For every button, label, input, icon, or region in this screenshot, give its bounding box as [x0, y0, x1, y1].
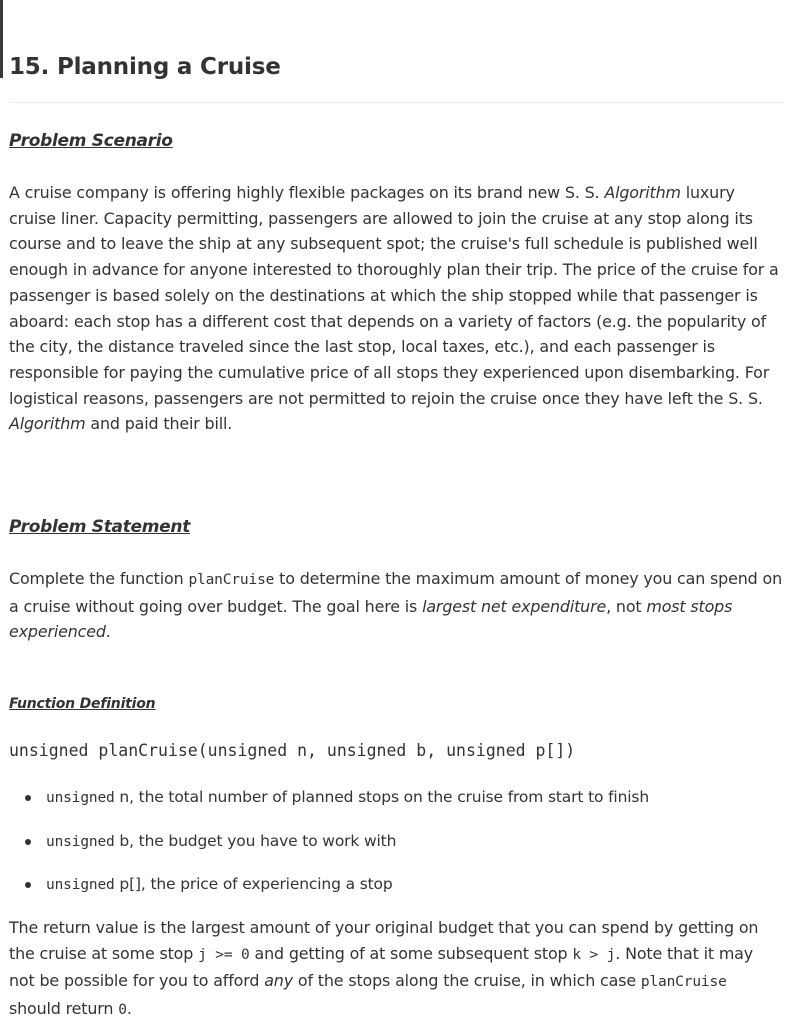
param-type: unsigned: [46, 790, 115, 806]
inline-code-plancruise: planCruise: [640, 974, 727, 991]
param-description: , the budget you have to work with: [129, 831, 397, 850]
param-description: , the price of experiencing a stop: [140, 875, 393, 893]
param-name: b: [114, 831, 130, 850]
param-name: n: [114, 788, 130, 806]
scenario-heading: Problem Scenario: [9, 131, 173, 151]
statement-emphasis-expenditure: largest net expenditure: [422, 596, 607, 616]
param-description: , the total number of planned stops on the cruise from start to finish: [129, 788, 650, 806]
bullet-icon: [25, 882, 31, 888]
statement-heading: Problem Statement: [9, 517, 191, 537]
function-signature: unsigned planCruise(unsigned n, unsigned b, unsigned p[]): [9, 741, 576, 760]
inline-code-zero: 0: [118, 1002, 127, 1019]
page-title: 15. Planning a Cruise: [9, 54, 281, 80]
parameter-item-p: [9, 873, 649, 917]
scenario-emphasis-algorithm-2: Algorithm: [9, 414, 86, 434]
statement-paragraph: Complete the function planCruise to determine the maximum amount of money you can spend on a cruise without going over budget. The goal here is largest net expenditure, not most stops experienced.: [9, 569, 782, 642]
inline-code-j-condition: j >= 0: [198, 946, 250, 963]
param-type: unsigned: [46, 877, 115, 893]
title-divider: [9, 102, 784, 103]
scenario-emphasis-algorithm-1: Algorithm: [604, 183, 681, 202]
left-margin-bar: [0, 0, 3, 78]
param-name: p[]: [114, 875, 141, 893]
inline-code-k-condition: k > j: [572, 946, 616, 963]
return-value-paragraph: The return value is the largest amount of your original budget that you can spend by getting on the cruise at some stop j >= 0 and getting of at some subsequent stop k > j. Note that it may not be possible for you to afford any of the stops along the cruise, in which case planCruise should return 0.: [9, 918, 759, 1019]
parameter-list: [9, 786, 649, 917]
parameter-item-n: [9, 786, 649, 830]
function-definition-heading: Function Definition: [9, 696, 156, 712]
bullet-icon: [25, 839, 31, 845]
bullet-icon: [25, 795, 31, 801]
param-type: unsigned: [46, 833, 115, 850]
return-emphasis-any: any: [264, 971, 293, 991]
statement-emphasis-stops: most stops experienced: [9, 596, 733, 642]
scenario-paragraph: A cruise company is offering highly flexible packages on its brand new S. S. Algorithm luxury cruise liner. Capacity permitting, passengers are allowed to join the cruise at any stop along its course and to leave the ship at any subsequent spot; the cruise's full schedule is published well enough in advance for anyone interested to thoroughly plan their trip. The price of the cruise for a passenger is based solely on the destinations at which the ship stopped while that passenger is aboard: each stop has a different cost that depends on a variety of factors (e.g. the popularity of the city, the distance traveled since the last stop, local taxes, etc.), and each passenger is responsible for paying the cumulative price of all stops they experienced upon disembarking. For logistical reasons, passengers are not permitted to rejoin the cruise once they have left the S. S. Algorithm and paid their bill.: [9, 183, 779, 434]
parameter-item-b: [9, 830, 649, 874]
inline-code-plancruise: planCruise: [188, 572, 275, 588]
